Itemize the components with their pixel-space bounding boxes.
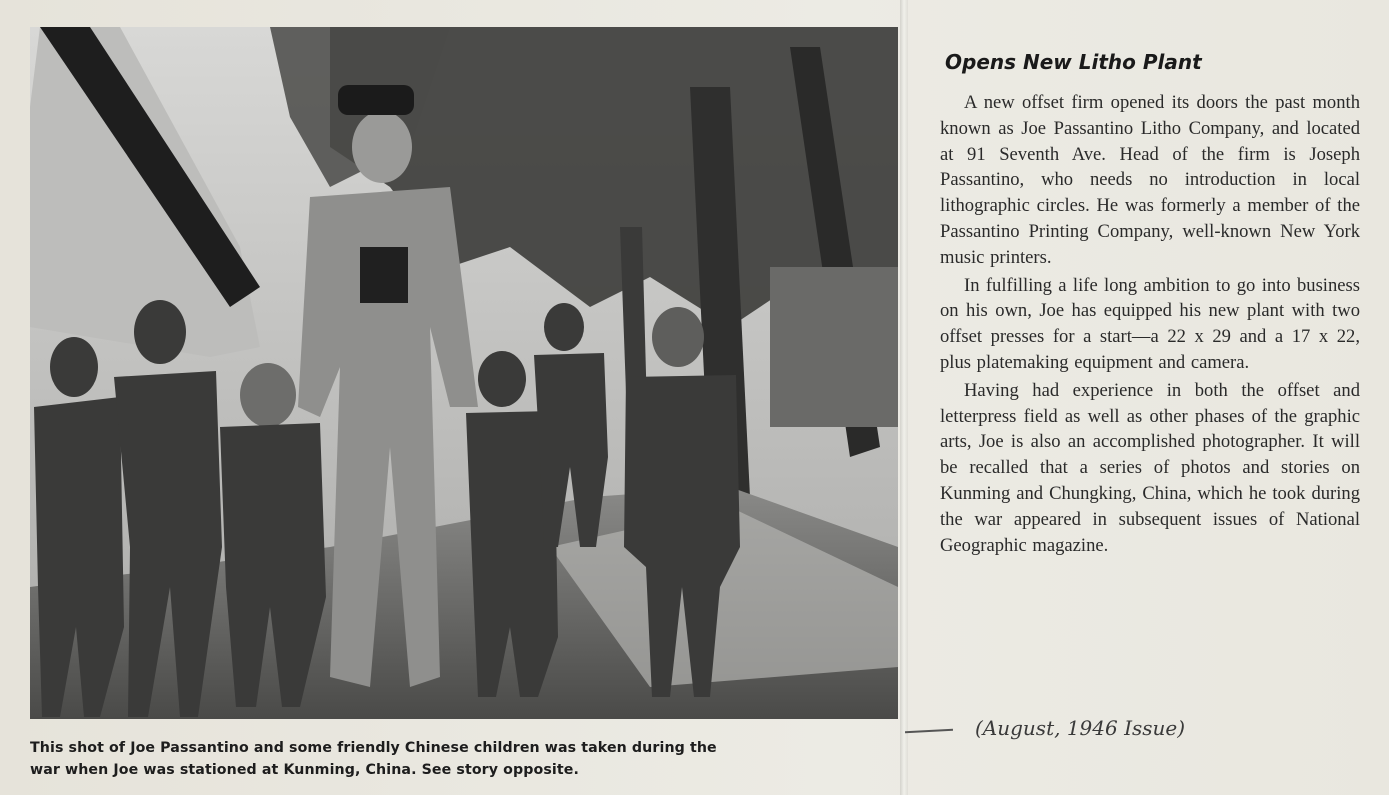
article-paragraph-1: A new offset firm opened its doors the past month known as Joe Passantino Litho Company, and located at 91 Seventh Ave. Head of the firm is Joseph Passantino, who needs no introduction in local lithographic circles. He was formerly a member of the Passantino Printing Company, well-known New York music printers. (940, 92, 1360, 268)
article-paragraph-3: Having had experience in both the offset and letterpress field as well as other phases of the graphic arts, Joe is also an accomplished photographer. It will be recalled that a series of photos and stories on Kunming and Chungking, China, which he took during the war appeared in subsequent issues of National Geographic magazine. (940, 379, 1360, 556)
handwritten-note: (August, 1946 Issue) (975, 716, 1186, 740)
article (940, 50, 1360, 560)
photo-caption (30, 737, 900, 781)
caption-line-1: This shot of Joe Passantino and some friendly Chinese children was taken during the (30, 740, 717, 756)
page-fold (900, 0, 908, 795)
article-paragraph-2: In fulfilling a life long ambition to go into business on his own, Joe has equipped his new plant with two offset presses for a start—a 22 x 29 and a 17 x 22, plus platemaking equipment and camera. (940, 274, 1360, 373)
handwritten-dash (905, 729, 953, 734)
photograph-icon (30, 27, 898, 719)
article-headline: Opens New Litho Plant (945, 50, 1202, 74)
caption-line-2: war when Joe was stationed at Kunming, China. See story opposite. (30, 762, 579, 778)
photograph (30, 27, 898, 719)
